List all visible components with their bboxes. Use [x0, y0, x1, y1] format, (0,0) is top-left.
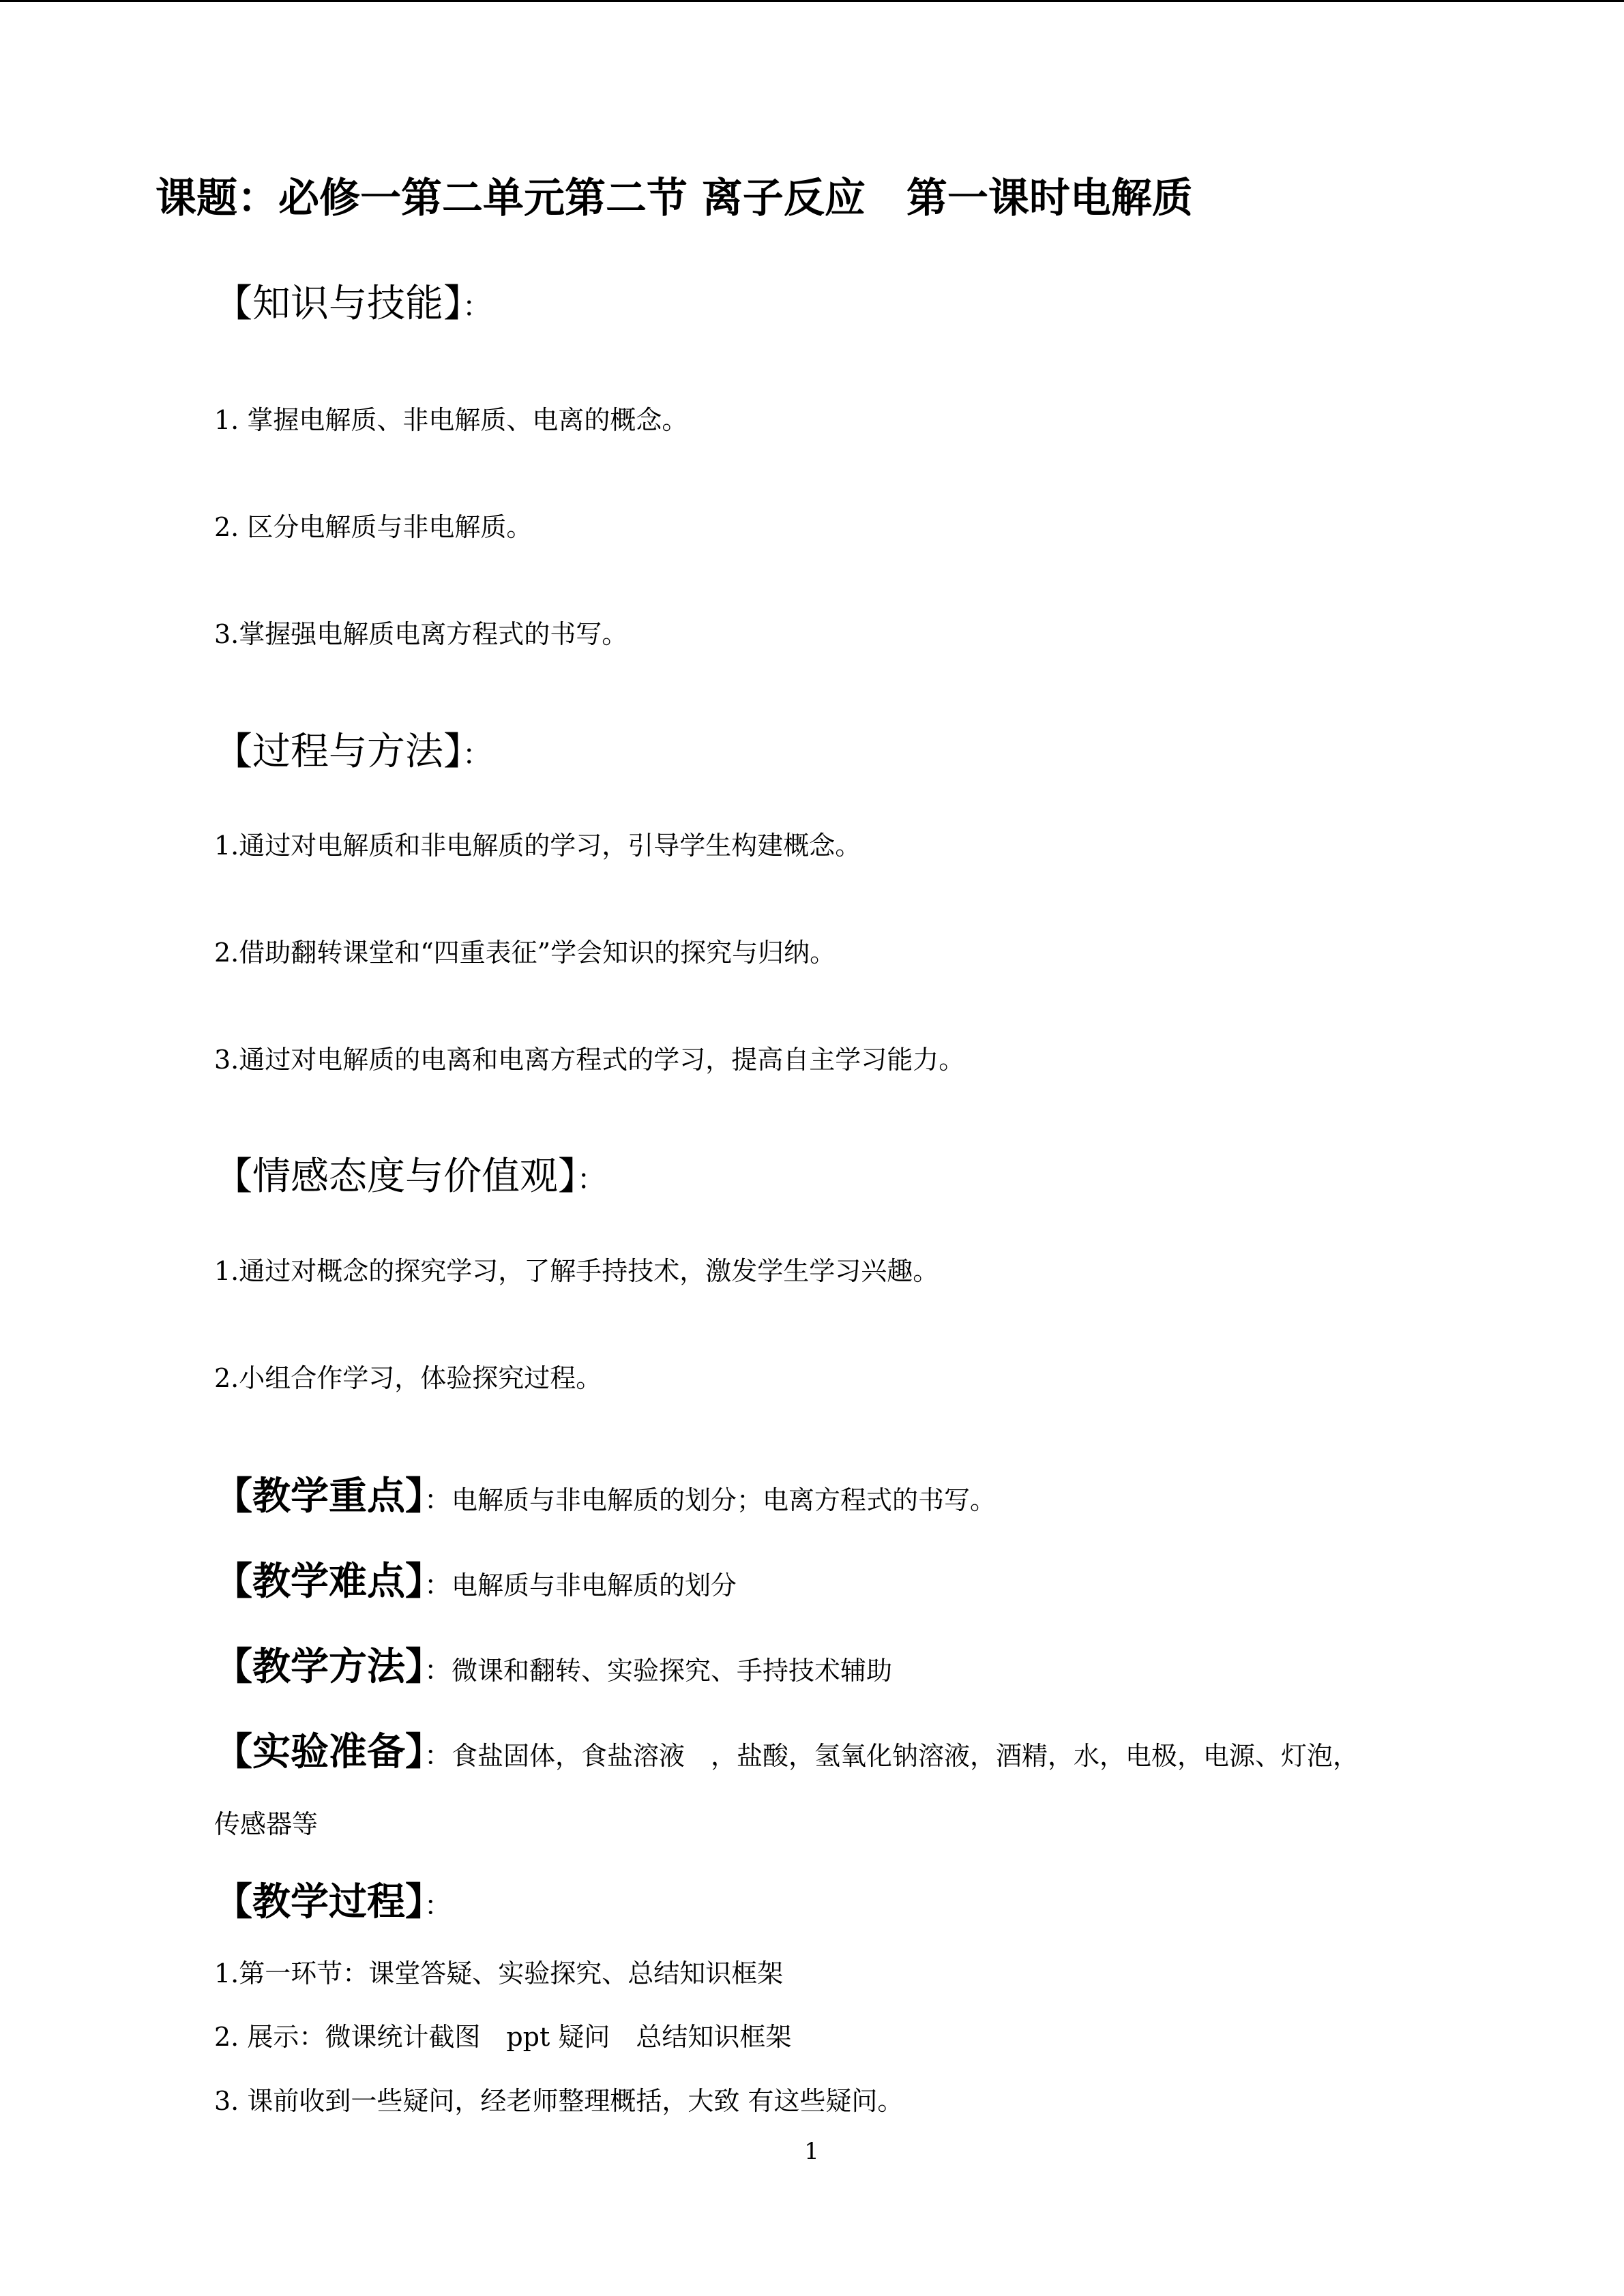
heading-process-colon: ： [462, 738, 492, 771]
heading-process [214, 725, 491, 782]
key-point-sep: ： [424, 1485, 452, 1516]
heading-emotion [214, 1150, 606, 1207]
top-border [0, 0, 1624, 2]
preparation-text: 食盐固体，食盐溶液 ，盐酸，氢氧化钠溶液，酒精，水，电极，电源、灯泡， [452, 1741, 1359, 1771]
preparation [214, 1725, 1359, 1789]
key-point [214, 1470, 996, 1533]
page-title: 课题：必修一第二单元第二节 离子反应 第一课时电解质 [156, 175, 1193, 222]
process-item-2: 2.借助翻转课堂和“四重表征”学会知识的探究与归纳。 [214, 938, 836, 968]
process-item-1: 1.通过对电解质和非电解质的学习，引导学生构建概念。 [214, 831, 861, 861]
heading-knowledge [214, 277, 491, 334]
preparation-label: 【实验准备】 [214, 1730, 424, 1774]
knowledge-item-1: 1. 掌握电解质、非电解质、电离的概念。 [214, 405, 688, 435]
heading-emotion-colon: ： [577, 1163, 606, 1196]
difficulty-text: 电解质与非电解质的划分 [452, 1570, 737, 1600]
heading-process-label: 【过程与方法】 [214, 730, 462, 774]
teaching-process-sep: ： [424, 1890, 452, 1922]
method-sep: ： [424, 1655, 452, 1686]
key-point-label: 【教学重点】 [214, 1474, 424, 1519]
teaching-process-label: 【教学过程】 [214, 1880, 424, 1924]
knowledge-item-2: 2. 区分电解质与非电解质。 [214, 512, 533, 542]
heading-knowledge-label: 【知识与技能】 [214, 282, 462, 326]
page-number: 1 [804, 2138, 819, 2165]
teaching-process [214, 1875, 452, 1939]
heading-emotion-label: 【情感态度与价值观】 [214, 1154, 577, 1199]
method-text: 微课和翻转、实验探究、手持技术辅助 [452, 1656, 893, 1686]
method [214, 1640, 892, 1703]
difficulty-sep: ： [424, 1570, 452, 1601]
teaching-process-item-3: 3. 课前收到一些疑问，经老师整理概括，大致 有这些疑问。 [214, 2086, 904, 2116]
teaching-process-item-2: 2. 展示：微课统计截图 ppt 疑问 总结知识框架 [214, 2022, 792, 2052]
teaching-process-item-1: 1.第一环节：课堂答疑、实验探究、总结知识框架 [214, 1958, 784, 1988]
preparation-continuation: 传感器等 [214, 1809, 319, 1839]
difficulty-label: 【教学难点】 [214, 1560, 424, 1604]
heading-knowledge-colon: ： [462, 290, 492, 323]
method-label: 【教学方法】 [214, 1645, 424, 1689]
knowledge-item-3: 3.掌握强电解质电离方程式的书写。 [214, 619, 628, 649]
process-item-3: 3.通过对电解质的电离和电离方程式的学习，提高自主学习能力。 [214, 1045, 965, 1075]
difficulty [214, 1555, 737, 1618]
key-point-text: 电解质与非电解质的划分；电离方程式的书写。 [452, 1485, 996, 1515]
emotion-item-1: 1.通过对概念的探究学习，了解手持技术，激发学生学习兴趣。 [214, 1256, 939, 1286]
emotion-item-2: 2.小组合作学习，体验探究过程。 [214, 1363, 602, 1393]
preparation-sep: ： [424, 1740, 452, 1772]
